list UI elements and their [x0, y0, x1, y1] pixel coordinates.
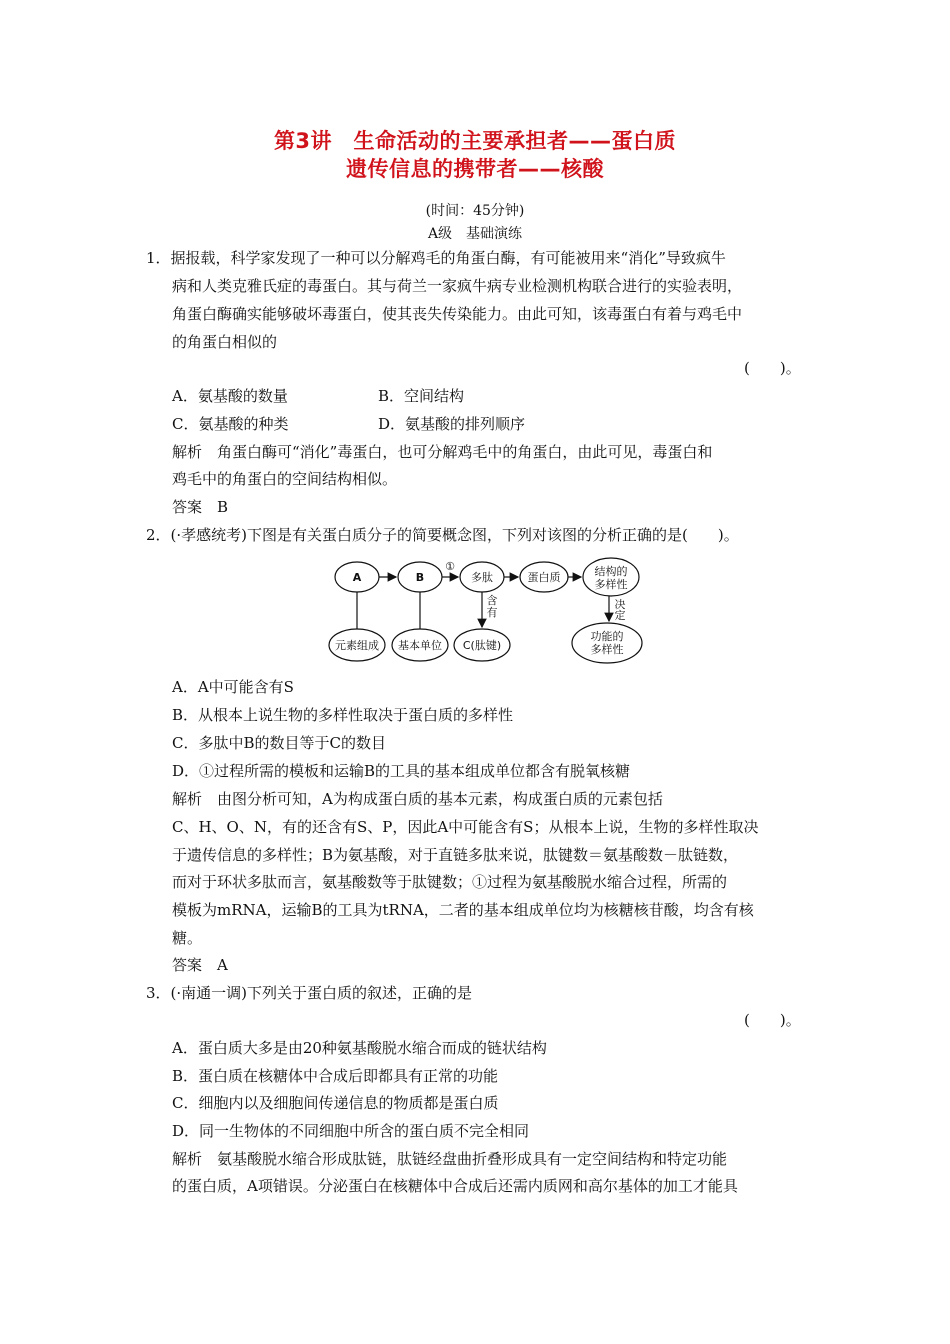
- q1-analysis-1: 解析 角蛋白酶可“消化”毒蛋白，也可分解鸡毛中的角蛋白，由此可见，毒蛋白和: [172, 443, 713, 461]
- level-heading: A级 基础演练: [427, 226, 523, 242]
- q2-analysis-2: C、H、O、N，有的还含有S、P，因此A中可能含有S；从根本上说，生物的多样性取决: [172, 818, 759, 836]
- node-structure-line1: 结构的: [594, 565, 628, 578]
- q3-option-c: C．细胞内以及细胞间传递信息的物质都是蛋白质: [172, 1094, 499, 1112]
- q2-analysis-3: 于遗传信息的多样性；B为氨基酸，对于直链多肽来说，肽键数＝氨基酸数－肽链数，: [172, 846, 739, 864]
- q3-analysis-1: 解析 氨基酸脱水缩合形成肽链，肽链经盘曲折叠形成具有一定空间结构和特定功能: [172, 1150, 728, 1168]
- q3-option-d: D．同一生物体的不同细胞中所含的蛋白质不完全相同: [172, 1122, 530, 1140]
- q3-option-a: A．蛋白质大多是由20种氨基酸脱水缩合而成的链状结构: [172, 1039, 547, 1057]
- node-elements-label: 元素组成: [335, 639, 379, 652]
- title-line-1: 第3讲 生命活动的主要承担者——蛋白质: [273, 129, 677, 153]
- node-structure-line2: 多样性: [594, 578, 628, 591]
- node-bond-label: C(肽键): [462, 639, 502, 652]
- protein-concept-diagram: [325, 553, 655, 668]
- q2-option-a: A．A中可能含有S: [172, 678, 294, 696]
- q3-answer-paren: ( )。: [744, 1011, 801, 1029]
- q3-analysis-2: 的蛋白质，A项错误。分泌蛋白在核糖体中合成后还需内质网和高尔基体的加工才能具: [172, 1177, 738, 1195]
- node-unit-label: 基本单位: [398, 639, 442, 652]
- node-b-label: B: [415, 571, 425, 584]
- q1-answer-paren: ( )。: [744, 359, 801, 377]
- q1-option-c: C．氨基酸的种类: [172, 415, 289, 433]
- q2-analysis-6: 糖。: [172, 929, 203, 947]
- node-protein-label: 蛋白质: [527, 571, 561, 584]
- q1-option-d: D．氨基酸的排列顺序: [378, 415, 526, 433]
- node-peptide-label: 多肽: [471, 571, 493, 584]
- q2-option-d: D．①过程所需的模板和运输B的工具的基本组成单位都含有脱氧核糖: [172, 762, 631, 780]
- q2-option-c: C．多肽中B的数目等于C的数目: [172, 734, 386, 752]
- step-label: ①: [445, 560, 455, 573]
- q1-option-a: A．氨基酸的数量: [172, 387, 288, 405]
- time-note: (时间：45分钟): [425, 203, 525, 219]
- q1-line-4: 的角蛋白相似的: [172, 333, 278, 351]
- q1-line-2: 病和人类克雅氏症的毒蛋白。其与荷兰一家疯牛病专业检测机构联合进行的实验表明，: [172, 277, 743, 295]
- q2-answer: 答案 A: [172, 956, 228, 974]
- q1-option-b: B．空间结构: [378, 387, 465, 405]
- q1-line-1: 1．据报载，科学家发现了一种可以分解鸡毛的角蛋白酶，有可能被用来“消化”导致疯牛: [146, 249, 726, 267]
- q2-option-b: B．从根本上说生物的多样性取决于蛋白质的多样性: [172, 706, 514, 724]
- contain-label-1: 含: [486, 594, 498, 607]
- node-a-label: A: [352, 571, 362, 584]
- q2-stem: 2．(·孝感统考)下图是有关蛋白质分子的简要概念图，下列对该图的分析正确的是( )。: [146, 526, 739, 544]
- node-function-line2: 多样性: [590, 643, 624, 656]
- title-line-2: 遗传信息的携带者——核酸: [346, 157, 604, 181]
- q1-line-3: 角蛋白酶确实能够破坏毒蛋白，使其丧失传染能力。由此可知，该毒蛋白有着与鸡毛中: [172, 305, 743, 323]
- node-function-line1: 功能的: [590, 630, 624, 643]
- contain-label-2: 有: [486, 606, 498, 619]
- q1-answer: 答案 B: [172, 498, 229, 516]
- q2-analysis-1: 解析 由图分析可知，A为构成蛋白质的基本元素，构成蛋白质的元素包括: [172, 790, 663, 808]
- q3-option-b: B．蛋白质在核糖体中合成后即都具有正常的功能: [172, 1067, 499, 1085]
- decide-label-1: 决: [614, 598, 626, 611]
- q3-stem: 3．(·南通一调)下列关于蛋白质的叙述，正确的是: [146, 984, 473, 1002]
- q1-analysis-2: 鸡毛中的角蛋白的空间结构相似。: [172, 470, 398, 488]
- decide-label-2: 定: [614, 609, 626, 622]
- q2-analysis-5: 模板为mRNA，运输B的工具为tRNA，二者的基本组成单位均为核糖核苷酸，均含有核: [172, 901, 754, 919]
- q2-analysis-4: 而对于环状多肽而言，氨基酸数等于肽键数；①过程为氨基酸脱水缩合过程，所需的: [172, 873, 728, 891]
